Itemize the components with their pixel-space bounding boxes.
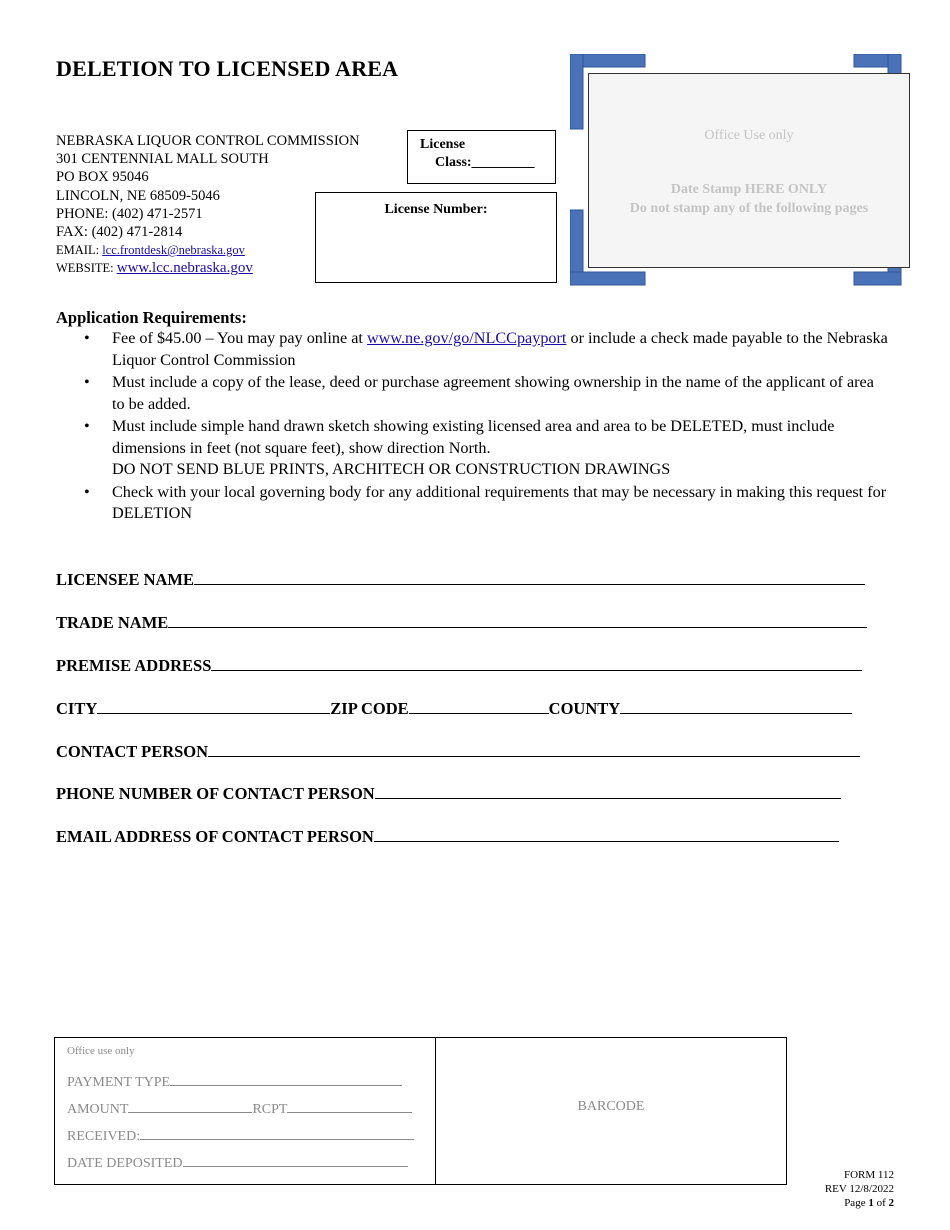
rcpt-label: RCPT [252, 1102, 288, 1117]
requirement-local [84, 482, 890, 525]
trade-name-input[interactable] [168, 612, 867, 628]
form-number: FORM 112 [843, 1169, 894, 1181]
office-use-title: Office use only [67, 1045, 135, 1057]
lease-text: Must include a copy of the lease, deed or purchase agreement showing ownership in the name of the applicant of area to be added. [112, 373, 874, 413]
website-label: WEBSITE: [56, 261, 117, 276]
barcode-area: BARCODE [577, 1099, 645, 1114]
stamp-line-2: Do not stamp any of the following pages [629, 201, 869, 216]
fee-text-prefix: Fee of $45.00 – You may pay online at [112, 329, 367, 347]
page-of: of [873, 1197, 889, 1209]
license-class-label: License [420, 137, 466, 152]
requirements-title: Application Requirements: [56, 308, 247, 327]
contact-person-input[interactable] [208, 741, 860, 757]
contact-person-row [56, 741, 860, 762]
licensee-name-row [56, 569, 865, 590]
payment-type-label: PAYMENT TYPE [67, 1075, 171, 1090]
received-row [67, 1127, 414, 1145]
date-deposited-line[interactable] [183, 1154, 408, 1167]
licensee-name-input[interactable] [194, 569, 865, 585]
payment-type-row [67, 1073, 402, 1091]
contact-person-label: CONTACT PERSON [56, 742, 209, 761]
trade-name-row [56, 612, 867, 633]
requirement-sketch [84, 416, 890, 481]
stamp-instructions [589, 180, 909, 218]
agency-street: 301 CENTENNIAL MALL SOUTH [56, 151, 269, 168]
requirements-list [84, 328, 890, 526]
page-prefix: Page [844, 1197, 869, 1209]
email-label: EMAIL: [56, 243, 103, 258]
sketch-text: Must include simple hand drawn sketch showing existing licensed area and area to be DELETED, must include dimensions in feet (not square feet), show direction North. [112, 417, 835, 457]
stamp-office-use: Office Use only [704, 128, 794, 143]
page-indicator [825, 1196, 894, 1210]
agency-fax: FAX: (402) 471-2814 [56, 224, 183, 241]
license-number-box[interactable] [315, 192, 557, 283]
office-use-box [54, 1037, 787, 1185]
form-footer [825, 1168, 894, 1210]
bullet: • [84, 329, 90, 347]
bracket-bottom-right-h [854, 272, 901, 285]
zip-code-input[interactable] [409, 698, 549, 714]
sketch-warning: DO NOT SEND BLUE PRINTS, ARCHITECH OR CONSTRUCTION DRAWINGS [112, 460, 671, 478]
county-input[interactable] [620, 698, 852, 714]
payport-link[interactable]: www.ne.gov/go/NLCCpayport [366, 329, 567, 347]
bracket-top-left-v [570, 54, 583, 129]
zip-code-label: ZIP CODE [330, 699, 409, 718]
requirement-fee [84, 328, 890, 371]
date-deposited-row [67, 1154, 408, 1172]
trade-name-label: TRADE NAME [56, 613, 169, 632]
requirement-lease [84, 372, 890, 415]
received-line[interactable] [140, 1127, 414, 1140]
page-total: 2 [888, 1197, 894, 1209]
website-link[interactable]: www.lcc.nebraska.gov [116, 260, 253, 277]
bullet: • [84, 482, 90, 501]
email-contact-input[interactable] [374, 826, 839, 842]
phone-contact-label: PHONE NUMBER OF CONTACT PERSON [56, 784, 375, 803]
stamp-line-1: Date Stamp HERE ONLY [670, 182, 828, 197]
local-text: Check with your local governing body for any additional requirements that may be necessary in making this request for DELETION [112, 482, 887, 522]
license-number-label: License Number: [384, 202, 488, 217]
phone-contact-input[interactable] [375, 783, 841, 799]
agency-po-box: PO BOX 95046 [56, 169, 149, 186]
received-label: RECEIVED: [67, 1129, 141, 1144]
bracket-bottom-left-h [570, 272, 645, 285]
license-class-field: Class:_________ [435, 155, 535, 170]
bullet: • [84, 373, 90, 391]
email-contact-row [56, 826, 839, 847]
phone-contact-row [56, 783, 841, 804]
licensee-name-label: LICENSEE NAME [56, 570, 194, 589]
city-input[interactable] [97, 698, 330, 714]
date-deposited-label: DATE DEPOSITED [67, 1156, 183, 1171]
premise-address-input[interactable] [211, 655, 862, 671]
amount-line[interactable] [128, 1100, 252, 1113]
email-contact-label: EMAIL ADDRESS OF CONTACT PERSON [56, 827, 374, 846]
agency-city: LINCOLN, NE 68509-5046 [56, 187, 220, 204]
fee-text-suffix: or include a check made payable to the Nebraska Liquor Control Commission [112, 329, 888, 369]
city-zip-county-row [56, 698, 852, 719]
agency-name: NEBRASKA LIQUOR CONTROL COMMISSION [56, 133, 360, 149]
form-revision: REV 12/8/2022 [824, 1183, 894, 1195]
bullet: • [84, 417, 90, 435]
premise-address-row [56, 655, 862, 676]
license-class-box[interactable] [407, 130, 556, 184]
rcpt-line[interactable] [287, 1100, 412, 1113]
email-link[interactable]: lcc.frontdesk@nebraska.gov [102, 243, 245, 258]
page-number: 1 [868, 1197, 874, 1209]
premise-address-label: PREMISE ADDRESS [56, 656, 212, 675]
agency-phone: PHONE: (402) 471-2571 [56, 205, 203, 222]
amount-label: AMOUNT [67, 1102, 129, 1117]
date-stamp-area [588, 73, 910, 268]
city-label: CITY [56, 699, 98, 718]
payment-type-line[interactable] [170, 1073, 402, 1086]
page-title: DELETION TO LICENSED AREA [56, 56, 399, 81]
amount-row [67, 1100, 412, 1118]
county-label: COUNTY [548, 699, 621, 718]
